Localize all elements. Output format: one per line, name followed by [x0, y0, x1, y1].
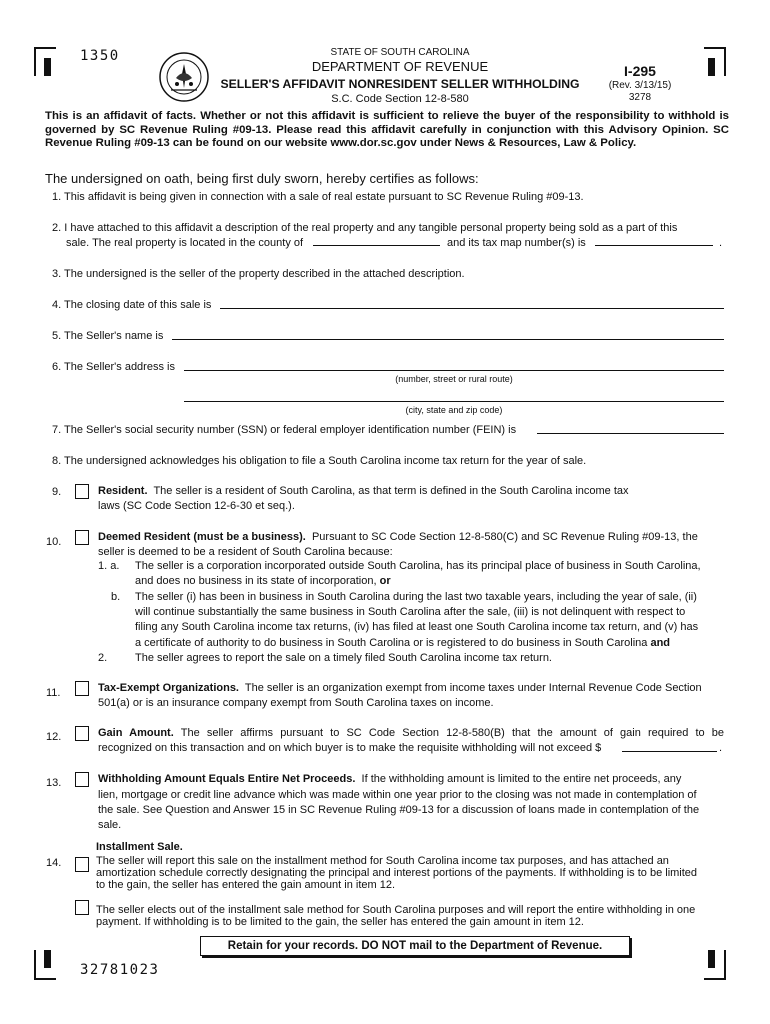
item-1-text: 1. This affidavit is being given in connection with a sale of real estate pursuant to SC Revenue Ruling #09-13.	[52, 191, 584, 203]
code-section: S.C. Code Section 12-8-580	[331, 93, 469, 105]
item-10-line-1	[98, 530, 698, 545]
deemed-resident-checkbox[interactable]	[75, 530, 89, 545]
item-9-line-2: laws (SC Code Section 12-6-30 et seq.).	[98, 500, 295, 512]
item-6-label: 6. The Seller's address is	[52, 361, 175, 373]
corner-mark-bottom-right	[724, 950, 726, 980]
elect-out-installment-checkbox[interactable]	[75, 900, 89, 915]
item-12-period: .	[719, 742, 723, 754]
corner-mark-top-left	[34, 47, 56, 49]
item-10-and: and	[650, 637, 671, 649]
tax-map-number-field[interactable]	[595, 245, 713, 246]
tax-exempt-checkbox[interactable]	[75, 681, 89, 696]
retain-notice: Retain for your records. DO NOT mail to the Department of Revenue.	[200, 936, 630, 956]
item-10-number: 10.	[46, 536, 62, 548]
item-3-text: 3. The undersigned is the seller of the property described in the attached description.	[52, 268, 465, 280]
item-10-1a-line-2	[135, 574, 391, 589]
department-seal	[159, 52, 209, 102]
oath-statement: The undersigned on oath, being first duly sworn, hereby certifies as follows:	[45, 171, 479, 186]
item-14a-line-1: The seller will report this sale on the installment method for South Carolina income tax purposes, and has attached an	[96, 855, 669, 867]
corner-mark-top-right-bar	[708, 58, 715, 76]
item-11-number: 11.	[46, 687, 61, 699]
corner-mark-top-right-vertical	[724, 47, 726, 76]
state-name: STATE OF SOUTH CAROLINA	[330, 47, 470, 58]
item-10-1a-line-1: The seller is a corporation incorporated outside South Carolina, has its principal place of business in South Carolina,	[135, 560, 701, 572]
item-12-line-2: recognized on this transaction and on which buyer is to make the requisite withholding will not exceed $	[98, 742, 602, 754]
item-4-label: 4. The closing date of this sale is	[52, 299, 212, 311]
item-11-line-1	[98, 681, 702, 696]
item-9-number: 9.	[52, 486, 62, 498]
item-10-b-line-4	[135, 636, 670, 651]
item-14-number: 14.	[46, 857, 62, 869]
closing-date-field[interactable]	[220, 308, 724, 309]
item-10-2-line-1: The seller agrees to report the sale on a timely filed South Carolina income tax return.	[135, 652, 552, 664]
corner-mark-bottom-right-bar	[708, 950, 715, 968]
county-field[interactable]	[313, 245, 440, 246]
item-11-line-2: 501(a) or is an insurance company exempt from South Carolina taxes on income.	[98, 697, 494, 709]
item-9-line-1	[98, 484, 629, 499]
item-2-taxmap-label: and its tax map number(s) is	[447, 237, 586, 249]
corner-mark-bottom-left-horizontal	[34, 978, 56, 980]
form-revision: (Rev. 3/13/15)	[608, 80, 672, 91]
item-14b-line-2: payment. If withholding is to be limited to the gain, the seller has entered the gain amount in item 12.	[96, 916, 584, 928]
item-10-line-2: seller is deemed to be a resident of South Carolina because:	[98, 546, 393, 558]
item-10-or: or	[379, 575, 391, 587]
item-10-1a-label: 1. a.	[98, 560, 120, 572]
seller-street-field[interactable]	[184, 370, 724, 371]
form-id: 3278	[628, 92, 652, 103]
form-code-bottom: 32781023	[80, 962, 160, 978]
item-7-label: 7. The Seller's social security number (SSN) or federal employer identification number (FEIN) is	[52, 424, 517, 436]
seller-city-state-zip-field[interactable]	[184, 401, 724, 402]
street-hint: (number, street or rural route)	[395, 374, 513, 384]
item-2-county-label: sale. The real property is located in the county of	[66, 237, 304, 249]
gain-amount-checkbox[interactable]	[75, 726, 89, 741]
entire-net-proceeds-checkbox[interactable]	[75, 772, 89, 787]
item-10-b-line-3: filing any South Carolina income tax returns, (iv) has filed at least one South Carolina income tax return, and (v) has	[135, 621, 699, 633]
form-title: SELLER'S AFFIDAVIT NONRESIDENT SELLER WITHHOLDING	[220, 77, 580, 91]
item-13-line-3: the sale. See Question and Answer 15 in SC Revenue Ruling #09-13 for a discussion of loans made in contemplation of the	[98, 804, 700, 816]
city-hint: (city, state and zip code)	[405, 405, 503, 415]
item-8-text: 8. The undersigned acknowledges his obligation to file a South Carolina income tax return for the year of sale.	[52, 455, 587, 467]
item-13-number: 13.	[46, 777, 62, 789]
resident-checkbox[interactable]	[75, 484, 89, 499]
item-10-text: Pursuant to SC Code Section 12-8-580(C) and SC Revenue Ruling #09-13, the	[311, 531, 698, 543]
item-13-heading: Withholding Amount Equals Entire Net Proceeds.	[98, 773, 356, 785]
item-9-heading: Resident.	[98, 485, 148, 497]
item-11-heading: Tax-Exempt Organizations.	[98, 682, 239, 694]
item-14b-line-1: The seller elects out of the installment sale method for South Carolina purposes and will report the entire withholding in one	[96, 904, 696, 916]
item-9-text: The seller is a resident of South Carolina, as that term is defined in the South Carolina income tax	[153, 485, 629, 497]
item-13-line-2: lien, mortgage or credit line advance which was made within one year prior to the closing was not made in contemplation of	[98, 789, 697, 801]
corner-mark-top-left-vertical	[34, 47, 36, 76]
item-10-b-line-2: will continue substantially the same business in South Carolina after the sale, (iii) is not delinquent with respect to	[135, 606, 686, 618]
item-10-b-line-1: The seller (i) has been in business in South Carolina during the last two taxable years, including the year of sale, (ii)	[135, 591, 697, 603]
ssn-fein-field[interactable]	[537, 433, 724, 434]
corner-mark-top-left-bar	[44, 58, 51, 76]
item-10-b-label: b.	[111, 591, 121, 603]
item-13-text: If the withholding amount is limited to the entire net proceeds, any	[361, 773, 682, 785]
item-13-line-1	[98, 772, 681, 787]
item-14a-line-2: amortization schedule correctly designating the principal and interest portions of the payments. If withholding is to be limited	[96, 867, 698, 879]
corner-mark-bottom-left	[34, 950, 36, 980]
item-14a-line-3: to the gain, the seller has entered the gain amount in item 12.	[96, 879, 396, 891]
form-code-top: 1350	[80, 48, 120, 64]
corner-mark-top-right	[704, 47, 726, 49]
form-number: I-295	[624, 63, 656, 79]
item-12-heading: Gain Amount.	[98, 727, 174, 739]
item-2-text: 2. I have attached to this affidavit a description of the real property and any tangible personal property being sold as a part of this	[52, 222, 678, 234]
item-10-heading: Deemed Resident (must be a business).	[98, 531, 306, 543]
item-10-1a-text: and does no business in its state of incorporation,	[135, 575, 377, 587]
item-2-period: .	[719, 237, 723, 249]
item-13-line-4: sale.	[98, 819, 122, 831]
seller-name-field[interactable]	[172, 339, 724, 340]
item-12-text: The seller affirms pursuant to SC Code Section 12-8-580(B) that the amount of gain required to be	[180, 727, 725, 739]
item-12-number: 12.	[46, 731, 62, 743]
item-10-b-text: a certificate of authority to do business in South Carolina or is registered to do business in South Carolina	[135, 637, 648, 649]
item-10-2-label: 2.	[98, 652, 108, 664]
corner-mark-bottom-right-horizontal	[704, 978, 726, 980]
gain-amount-field[interactable]	[622, 751, 717, 752]
department-name: DEPARTMENT OF REVENUE	[311, 59, 489, 74]
corner-mark-bottom-left-bar	[44, 950, 51, 968]
item-14-heading: Installment Sale.	[96, 841, 183, 853]
item-5-label: 5. The Seller's name is	[52, 330, 164, 342]
item-11-text: The seller is an organization exempt from income taxes under Internal Revenue Code Section	[244, 682, 702, 694]
intro-paragraph: This is an affidavit of facts. Whether or not this affidavit is sufficient to relieve the buyer of the responsibility to withhold is governed by SC Revenue Ruling #09-13. Please read this affidavit carefully in conjunction with this Advisory Opinion. SC Revenue Ruling #09-13 can be found on our website www.dor.sc.gov under News & Resources, Law & Policy.	[45, 110, 729, 149]
item-12-line-1	[98, 726, 724, 741]
installment-method-checkbox[interactable]	[75, 857, 89, 872]
